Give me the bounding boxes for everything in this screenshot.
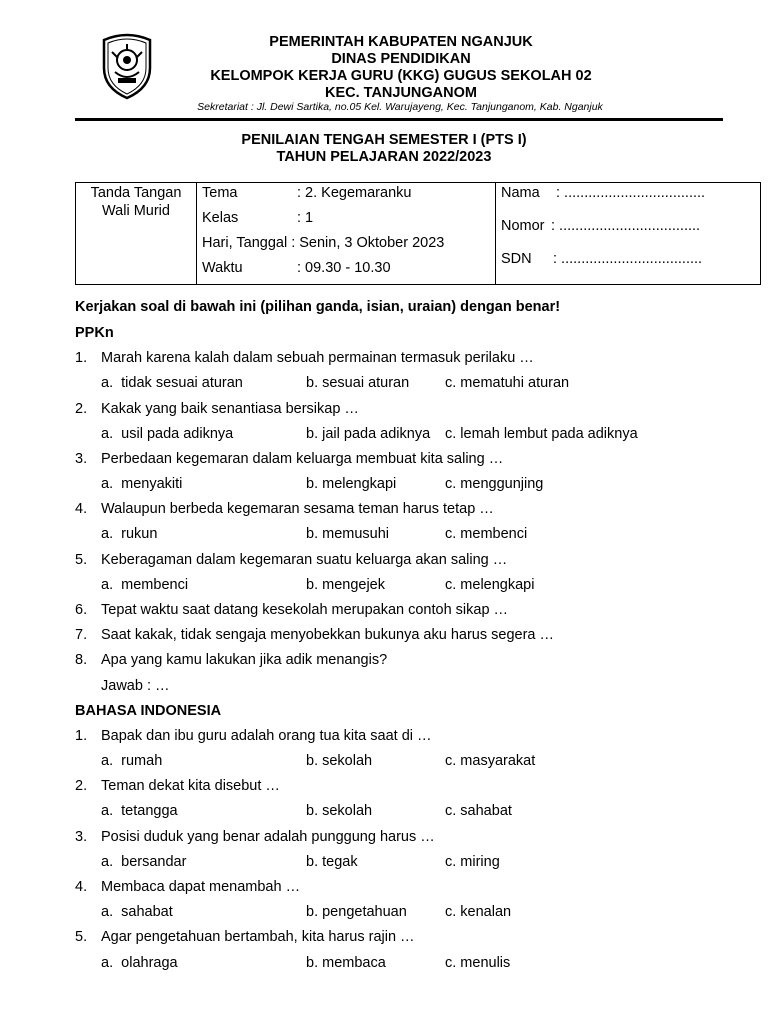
header-divider [75, 118, 723, 121]
kelas-value: : 1 [297, 210, 314, 226]
option-a[interactable]: a. membenci [101, 577, 189, 593]
option-b[interactable]: b. sekolah [306, 753, 373, 769]
hari-tanggal: Hari, Tanggal : Senin, 3 Oktober 2023 [202, 235, 445, 251]
kelas-label: Kelas [202, 210, 239, 226]
section-ppkn-heading: PPKn [75, 325, 114, 341]
option-a[interactable]: a. sahabat [101, 904, 173, 920]
letterhead [0, 30, 768, 130]
option-b[interactable]: b. sesuai aturan [306, 375, 410, 391]
waktu-label: Waktu [202, 260, 243, 276]
tema-value: : 2. Kegemaranku [297, 185, 412, 201]
section-bindo-heading: BAHASA INDONESIA [75, 703, 222, 719]
header-line-4: KEC. TANJUNGANOM [325, 85, 477, 101]
option-c[interactable]: c. menulis [445, 955, 511, 971]
signature-cell [76, 183, 197, 285]
option-a[interactable]: a. tidak sesuai aturan [101, 375, 243, 391]
option-c[interactable]: c. menggunjing [445, 476, 544, 492]
option-c[interactable]: c. kenalan [445, 904, 512, 920]
nomor-label: Nomor [501, 218, 545, 234]
signature-label: Tanda Tangan Wali Murid [90, 185, 182, 219]
option-a[interactable]: a. bersandar [101, 854, 187, 870]
tema-label: Tema [202, 185, 238, 201]
option-c[interactable]: c. sahabat [445, 803, 512, 819]
option-b[interactable]: b. melengkapi [306, 476, 397, 492]
option-a[interactable]: a. usil pada adiknya [101, 426, 234, 442]
option-c[interactable]: c. masyarakat [445, 753, 536, 769]
option-c[interactable]: c. mematuhi aturan [445, 375, 570, 391]
exam-year: TAHUN PELAJARAN 2022/2023 [276, 149, 492, 165]
exam-details-cell [197, 183, 496, 285]
option-b[interactable]: b. tegak [306, 854, 358, 870]
exam-title: PENILAIAN TENGAH SEMESTER I (PTS I) [241, 132, 527, 148]
student-info-table [75, 182, 761, 285]
option-b[interactable]: b. membaca [306, 955, 386, 971]
header-line-1: PEMERINTAH KABUPATEN NGANJUK [269, 34, 533, 50]
header-line-3: KELOMPOK KERJA GURU (KKG) GUGUS SEKOLAH 02 [210, 68, 592, 84]
option-a[interactable]: a. rumah [101, 753, 163, 769]
option-c[interactable]: c. lemah lembut pada adiknya [445, 426, 638, 442]
option-c[interactable]: c. melengkapi [445, 577, 535, 593]
instruction: Kerjakan soal di bawah ini (pilihan ganda, isian, uraian) dengan benar! [75, 299, 561, 315]
sdn-label: SDN [501, 251, 532, 267]
option-c[interactable]: c. membenci [445, 526, 528, 542]
option-c[interactable]: c. miring [445, 854, 500, 870]
nama-field[interactable]: : ................................... [556, 185, 706, 201]
option-b[interactable]: b. mengejek [306, 577, 385, 593]
option-b[interactable]: b. sekolah [306, 803, 373, 819]
option-b[interactable]: b. pengetahuan [306, 904, 407, 920]
option-a[interactable]: a. menyakiti [101, 476, 183, 492]
answer-line[interactable]: Jawab : … [101, 678, 170, 694]
student-id-cell [496, 183, 761, 285]
nama-label: Nama [501, 185, 540, 201]
header-address: Sekretariat : Jl. Dewi Sartika, no.05 Kel. Warujayeng, Kec. Tanjunganom, Kab. Nganjuk [197, 101, 603, 113]
option-b[interactable]: b. memusuhi [306, 526, 390, 542]
option-a[interactable]: a. tetangga [101, 803, 178, 819]
option-a[interactable]: a. rukun [101, 526, 158, 542]
header-line-2: DINAS PENDIDIKAN [331, 51, 471, 67]
sdn-field[interactable]: : ................................... [553, 251, 703, 267]
nomor-field[interactable]: : ................................... [551, 218, 701, 234]
option-a[interactable]: a. olahraga [101, 955, 178, 971]
waktu-value: : 09.30 - 10.30 [297, 260, 391, 276]
option-b[interactable]: b. jail pada adiknya [306, 426, 431, 442]
regency-emblem-icon [98, 32, 156, 100]
